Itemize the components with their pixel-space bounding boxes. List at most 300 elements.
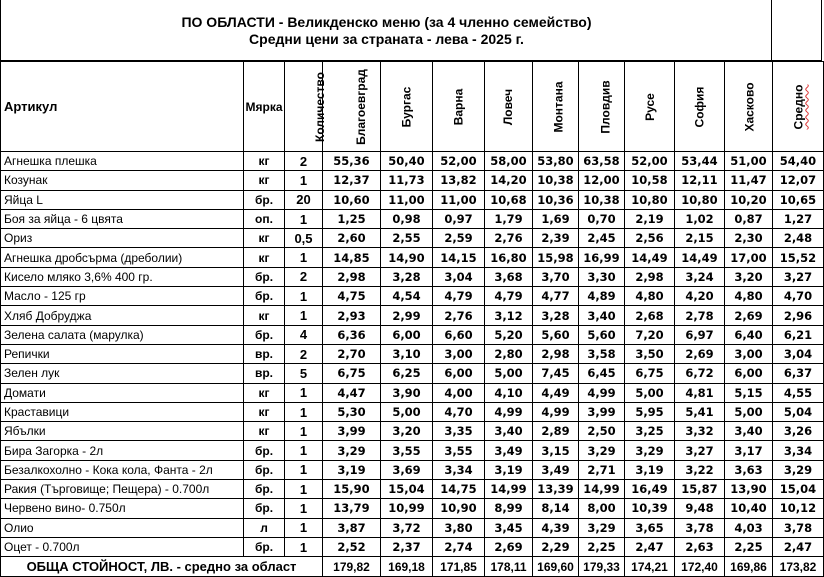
price-cell: 2,63: [675, 537, 725, 556]
price-cell: 3,22: [675, 460, 725, 479]
price-cell: 1,25: [323, 209, 381, 228]
price-cell: 5,00: [485, 364, 533, 383]
item-quantity: 20: [285, 190, 323, 209]
price-cell: 15,04: [773, 480, 824, 499]
price-cell: 4,99: [533, 402, 579, 421]
price-cell: 3,34: [433, 460, 485, 479]
price-cell: 3,50: [625, 344, 675, 363]
price-cell: 3,70: [533, 267, 579, 286]
price-cell: 15,52: [773, 248, 824, 267]
price-cell: 6,45: [579, 364, 625, 383]
total-cell: 171,85: [433, 557, 485, 577]
price-cell: 3,20: [725, 267, 773, 286]
item-unit: бр.: [244, 537, 285, 556]
item-name: Домати: [1, 383, 244, 402]
price-cell: 2,48: [773, 229, 824, 248]
table-row: [1, 306, 824, 325]
price-cell: 6,72: [675, 364, 725, 383]
price-cell: 2,19: [625, 209, 675, 228]
total-cell: 169,60: [533, 557, 579, 577]
total-cell: 174,21: [625, 557, 675, 577]
price-cell: 3,65: [625, 518, 675, 537]
table-row: [1, 344, 824, 363]
price-cell: 2,37: [381, 537, 433, 556]
price-cell: 3,10: [381, 344, 433, 363]
price-cell: 5,60: [579, 325, 625, 344]
price-cell: 10,68: [485, 190, 533, 209]
price-cell: 2,93: [323, 306, 381, 325]
price-cell: 2,74: [433, 537, 485, 556]
price-cell: 14,49: [675, 248, 725, 267]
price-cell: 2,30: [725, 229, 773, 248]
price-cell: 55,36: [323, 152, 381, 171]
price-cell: 2,56: [625, 229, 675, 248]
price-cell: 12,07: [773, 171, 824, 190]
price-cell: 5,04: [773, 402, 824, 421]
price-cell: 2,47: [773, 537, 824, 556]
table-row: [1, 460, 824, 479]
price-cell: 3,63: [725, 460, 773, 479]
price-cell: 5,20: [485, 325, 533, 344]
item-name: Оцет - 0.700л: [1, 537, 244, 556]
price-cell: 53,44: [675, 152, 725, 171]
price-cell: 6,36: [323, 325, 381, 344]
item-name: Зелен лук: [1, 364, 244, 383]
header-region: Русе: [625, 62, 675, 152]
item-unit: кг: [244, 383, 285, 402]
price-cell: 0,98: [381, 209, 433, 228]
price-cell: 10,20: [725, 190, 773, 209]
price-cell: 3,29: [579, 441, 625, 460]
price-cell: 5,30: [323, 402, 381, 421]
price-cell: 7,20: [625, 325, 675, 344]
table-row: [1, 325, 824, 344]
table-row: [1, 480, 824, 499]
price-cell: 3,04: [773, 344, 824, 363]
price-cell: 6,00: [381, 325, 433, 344]
item-quantity: 1: [285, 460, 323, 479]
item-quantity: 5: [285, 364, 323, 383]
price-cell: 4,00: [433, 383, 485, 402]
price-cell: 2,29: [533, 537, 579, 556]
price-cell: 2,78: [675, 306, 725, 325]
item-unit: бр.: [244, 190, 285, 209]
item-quantity: 1: [285, 402, 323, 421]
price-cell: 0,70: [579, 209, 625, 228]
price-cell: 12,37: [323, 171, 381, 190]
price-cell: 10,60: [323, 190, 381, 209]
price-cell: 3,19: [625, 460, 675, 479]
table-row: [1, 499, 824, 518]
price-cell: 53,80: [533, 152, 579, 171]
price-cell: 6,75: [625, 364, 675, 383]
item-unit: л: [244, 518, 285, 537]
header-region: Хасково: [725, 62, 773, 152]
price-cell: 2,47: [625, 537, 675, 556]
item-unit: бр.: [244, 480, 285, 499]
price-cell: 4,47: [323, 383, 381, 402]
price-cell: 5,00: [625, 383, 675, 402]
price-cell: 4,81: [675, 383, 725, 402]
price-cell: 2,76: [485, 229, 533, 248]
price-cell: 4,54: [381, 287, 433, 306]
price-cell: 2,39: [533, 229, 579, 248]
price-cell: 10,38: [579, 190, 625, 209]
price-cell: 3,26: [773, 422, 824, 441]
price-cell: 2,25: [579, 537, 625, 556]
price-cell: 3,49: [485, 441, 533, 460]
price-cell: 5,15: [725, 383, 773, 402]
item-unit: кг: [244, 402, 285, 421]
price-cell: 12,00: [579, 171, 625, 190]
table-row: [1, 383, 824, 402]
item-name: Ориз: [1, 229, 244, 248]
price-cell: 3,87: [323, 518, 381, 537]
table-row: [1, 209, 824, 228]
price-cell: 51,00: [725, 152, 773, 171]
item-name: Хляб Добруджа: [1, 306, 244, 325]
table-row: [1, 537, 824, 556]
price-cell: 54,40: [773, 152, 824, 171]
price-cell: 15,90: [323, 480, 381, 499]
price-cell: 4,49: [533, 383, 579, 402]
price-cell: 3,00: [433, 344, 485, 363]
price-cell: 2,52: [323, 537, 381, 556]
item-name: Краставици: [1, 402, 244, 421]
item-unit: кг: [244, 229, 285, 248]
price-cell: 3,34: [773, 441, 824, 460]
price-cell: 4,79: [433, 287, 485, 306]
price-cell: 4,55: [773, 383, 824, 402]
price-cell: 4,79: [485, 287, 533, 306]
item-unit: бр.: [244, 325, 285, 344]
item-quantity: 1: [285, 480, 323, 499]
price-cell: 15,87: [675, 480, 725, 499]
total-cell: 179,82: [323, 557, 381, 577]
price-cell: 52,00: [433, 152, 485, 171]
price-cell: 2,15: [675, 229, 725, 248]
price-cell: 17,00: [725, 248, 773, 267]
price-cell: 4,70: [433, 402, 485, 421]
price-cell: 3,68: [485, 267, 533, 286]
price-cell: 3,55: [381, 441, 433, 460]
price-cell: 11,73: [381, 171, 433, 190]
price-cell: 3,29: [773, 460, 824, 479]
price-cell: 14,90: [381, 248, 433, 267]
item-name: Ябълки: [1, 422, 244, 441]
price-cell: 2,50: [579, 422, 625, 441]
price-cell: 4,99: [485, 402, 533, 421]
price-cell: 4,20: [675, 287, 725, 306]
item-quantity: 1: [285, 248, 323, 267]
table-row: [1, 402, 824, 421]
item-quantity: 2: [285, 267, 323, 286]
price-cell: 5,00: [725, 402, 773, 421]
price-cell: 1,02: [675, 209, 725, 228]
price-cell: 3,78: [675, 518, 725, 537]
header-region: Ловеч: [485, 62, 533, 152]
price-cell: 10,12: [773, 499, 824, 518]
header-row: [1, 62, 824, 152]
header-unit: Мярка: [244, 62, 285, 152]
price-cell: 3,40: [579, 306, 625, 325]
item-unit: бр.: [244, 460, 285, 479]
price-cell: 4,77: [533, 287, 579, 306]
price-cell: 2,70: [323, 344, 381, 363]
price-cell: 10,80: [625, 190, 675, 209]
price-cell: 14,49: [625, 248, 675, 267]
price-cell: 0,87: [725, 209, 773, 228]
price-cell: 3,80: [433, 518, 485, 537]
item-name: Зелена салата (марулка): [1, 325, 244, 344]
price-cell: 7,45: [533, 364, 579, 383]
price-cell: 9,48: [675, 499, 725, 518]
item-name: Агнешка дробсърма (дреболии): [1, 248, 244, 267]
price-cell: 10,38: [533, 171, 579, 190]
total-cell: 172,40: [675, 557, 725, 577]
header-region: Варна: [433, 62, 485, 152]
price-cell: 4,80: [725, 287, 773, 306]
price-cell: 2,71: [579, 460, 625, 479]
price-cell: 6,75: [323, 364, 381, 383]
item-unit: кг: [244, 248, 285, 267]
total-cell: 169,18: [381, 557, 433, 577]
price-cell: 3,25: [625, 422, 675, 441]
table-row: [1, 190, 824, 209]
price-cell: 6,97: [675, 325, 725, 344]
price-cell: 2,98: [625, 267, 675, 286]
price-cell: 0,97: [433, 209, 485, 228]
price-cell: 12,11: [675, 171, 725, 190]
price-cell: 8,00: [579, 499, 625, 518]
item-unit: бр.: [244, 267, 285, 286]
total-cell: 169,86: [725, 557, 773, 577]
item-name: Кисело мляко 3,6% 400 гр.: [1, 267, 244, 286]
price-cell: 13,82: [433, 171, 485, 190]
item-quantity: 2: [285, 152, 323, 171]
price-cell: 14,20: [485, 171, 533, 190]
price-cell: 4,39: [533, 518, 579, 537]
price-cell: 3,28: [381, 267, 433, 286]
price-cell: 11,47: [725, 171, 773, 190]
item-unit: бр.: [244, 499, 285, 518]
price-cell: 3,19: [485, 460, 533, 479]
item-unit: кг: [244, 152, 285, 171]
price-cell: 16,99: [579, 248, 625, 267]
table-row: [1, 287, 824, 306]
price-cell: 2,45: [579, 229, 625, 248]
header-region: Пловдив: [579, 62, 625, 152]
price-cell: 16,49: [625, 480, 675, 499]
header-region: Благоевград: [323, 62, 381, 152]
price-cell: 3,55: [433, 441, 485, 460]
price-cell: 10,99: [381, 499, 433, 518]
table-row: [1, 152, 824, 171]
item-unit: бр.: [244, 441, 285, 460]
price-cell: 5,95: [625, 402, 675, 421]
item-name: Козунак: [1, 171, 244, 190]
price-cell: 2,69: [485, 537, 533, 556]
price-cell: 15,98: [533, 248, 579, 267]
price-cell: 3,72: [381, 518, 433, 537]
price-cell: 3,19: [323, 460, 381, 479]
price-cell: 3,00: [725, 344, 773, 363]
header-article: Артикул: [1, 62, 244, 152]
price-cell: 3,17: [725, 441, 773, 460]
price-cell: 6,25: [381, 364, 433, 383]
table-row: [1, 229, 824, 248]
price-cell: 10,80: [675, 190, 725, 209]
table-row: [1, 422, 824, 441]
table-row: [1, 267, 824, 286]
price-cell: 2,98: [533, 344, 579, 363]
price-cell: 11,00: [433, 190, 485, 209]
header-region: Монтана: [533, 62, 579, 152]
price-cell: 3,69: [381, 460, 433, 479]
item-unit: вр.: [244, 344, 285, 363]
item-name: Ракия (Търговище; Пещера) - 0.700л: [1, 480, 244, 499]
total-cell: 179,33: [579, 557, 625, 577]
table-row: [1, 441, 824, 460]
item-name: Яйца L: [1, 190, 244, 209]
item-name: Масло - 125 гр: [1, 287, 244, 306]
price-cell: 3,15: [533, 441, 579, 460]
price-cell: 2,25: [725, 537, 773, 556]
price-cell: 6,00: [433, 364, 485, 383]
price-cell: 50,40: [381, 152, 433, 171]
item-quantity: 1: [285, 306, 323, 325]
item-quantity: 1: [285, 287, 323, 306]
price-cell: 2,69: [725, 306, 773, 325]
price-cell: 10,65: [773, 190, 824, 209]
price-cell: 3,40: [725, 422, 773, 441]
item-quantity: 1: [285, 209, 323, 228]
price-cell: 52,00: [625, 152, 675, 171]
price-cell: 1,69: [533, 209, 579, 228]
item-quantity: 1: [285, 422, 323, 441]
total-label: ОБЩА СТОЙНОСТ, ЛВ. - средно за област: [1, 557, 323, 577]
price-cell: 14,15: [433, 248, 485, 267]
item-name: Безалкохолно - Кока кола, Фанта - 2л: [1, 460, 244, 479]
price-cell: 2,55: [381, 229, 433, 248]
item-quantity: 1: [285, 171, 323, 190]
item-quantity: 1: [285, 537, 323, 556]
price-cell: 6,60: [433, 325, 485, 344]
price-cell: 3,99: [323, 422, 381, 441]
price-cell: 2,96: [773, 306, 824, 325]
table-row: [1, 518, 824, 537]
price-cell: 3,35: [433, 422, 485, 441]
price-cell: 3,28: [533, 306, 579, 325]
total-cell: 173,82: [773, 557, 824, 577]
price-cell: 2,69: [675, 344, 725, 363]
item-quantity: 2: [285, 344, 323, 363]
price-cell: 6,00: [725, 364, 773, 383]
header-average: Средно: [773, 62, 824, 152]
item-name: Агнешка плешка: [1, 152, 244, 171]
table-row: [1, 364, 824, 383]
title-line-2: Средни цени за страната - лева - 2025 г.: [249, 31, 524, 47]
price-cell: 14,75: [433, 480, 485, 499]
title-right-cell: [771, 0, 822, 61]
price-cell: 3,32: [675, 422, 725, 441]
price-cell: 3,27: [675, 441, 725, 460]
item-unit: кг: [244, 422, 285, 441]
item-name: Репички: [1, 344, 244, 363]
price-cell: 3,30: [579, 267, 625, 286]
total-row: [1, 557, 824, 577]
price-cell: 3,45: [485, 518, 533, 537]
price-cell: 6,40: [725, 325, 773, 344]
price-cell: 2,60: [323, 229, 381, 248]
price-cell: 10,58: [625, 171, 675, 190]
price-cell: 14,85: [323, 248, 381, 267]
price-cell: 4,75: [323, 287, 381, 306]
price-cell: 3,29: [323, 441, 381, 460]
item-name: Олио: [1, 518, 244, 537]
price-cell: 3,29: [625, 441, 675, 460]
item-unit: оп.: [244, 209, 285, 228]
item-unit: кг: [244, 306, 285, 325]
price-cell: 3,78: [773, 518, 824, 537]
item-quantity: 1: [285, 441, 323, 460]
price-cell: 10,39: [625, 499, 675, 518]
price-cell: 10,36: [533, 190, 579, 209]
price-cell: 14,99: [579, 480, 625, 499]
price-cell: 2,68: [625, 306, 675, 325]
table-row: [1, 171, 824, 190]
item-name: Боя за яйца - 6 цвята: [1, 209, 244, 228]
title-box: [0, 0, 772, 61]
total-cell: 178,11: [485, 557, 533, 577]
title-line-1: ПО ОБЛАСТИ - Великденско меню (за 4 членно семейство): [181, 14, 592, 30]
price-cell: 3,12: [485, 306, 533, 325]
item-unit: кг: [244, 171, 285, 190]
price-cell: 14,99: [485, 480, 533, 499]
header-region: София: [675, 62, 725, 152]
price-cell: 13,79: [323, 499, 381, 518]
item-quantity: 4: [285, 325, 323, 344]
price-cell: 3,90: [381, 383, 433, 402]
price-cell: 5,00: [381, 402, 433, 421]
price-cell: 6,37: [773, 364, 824, 383]
price-cell: 4,99: [579, 383, 625, 402]
price-cell: 3,58: [579, 344, 625, 363]
header-quantity: Количество: [285, 62, 323, 152]
price-cell: 4,70: [773, 287, 824, 306]
price-cell: 13,90: [725, 480, 773, 499]
price-cell: 4,80: [625, 287, 675, 306]
price-cell: 3,29: [579, 518, 625, 537]
price-cell: 1,27: [773, 209, 824, 228]
price-cell: 13,39: [533, 480, 579, 499]
price-cell: 3,20: [381, 422, 433, 441]
price-table: [0, 61, 824, 577]
price-cell: 4,10: [485, 383, 533, 402]
item-quantity: 1: [285, 499, 323, 518]
price-cell: 15,04: [381, 480, 433, 499]
price-cell: 2,99: [381, 306, 433, 325]
item-name: Бира Загорка - 2л: [1, 441, 244, 460]
price-cell: 16,80: [485, 248, 533, 267]
price-cell: 11,00: [381, 190, 433, 209]
header-region: Бургас: [381, 62, 433, 152]
price-cell: 58,00: [485, 152, 533, 171]
price-cell: 3,24: [675, 267, 725, 286]
table-row: [1, 248, 824, 267]
item-quantity: 1: [285, 518, 323, 537]
price-cell: 5,41: [675, 402, 725, 421]
